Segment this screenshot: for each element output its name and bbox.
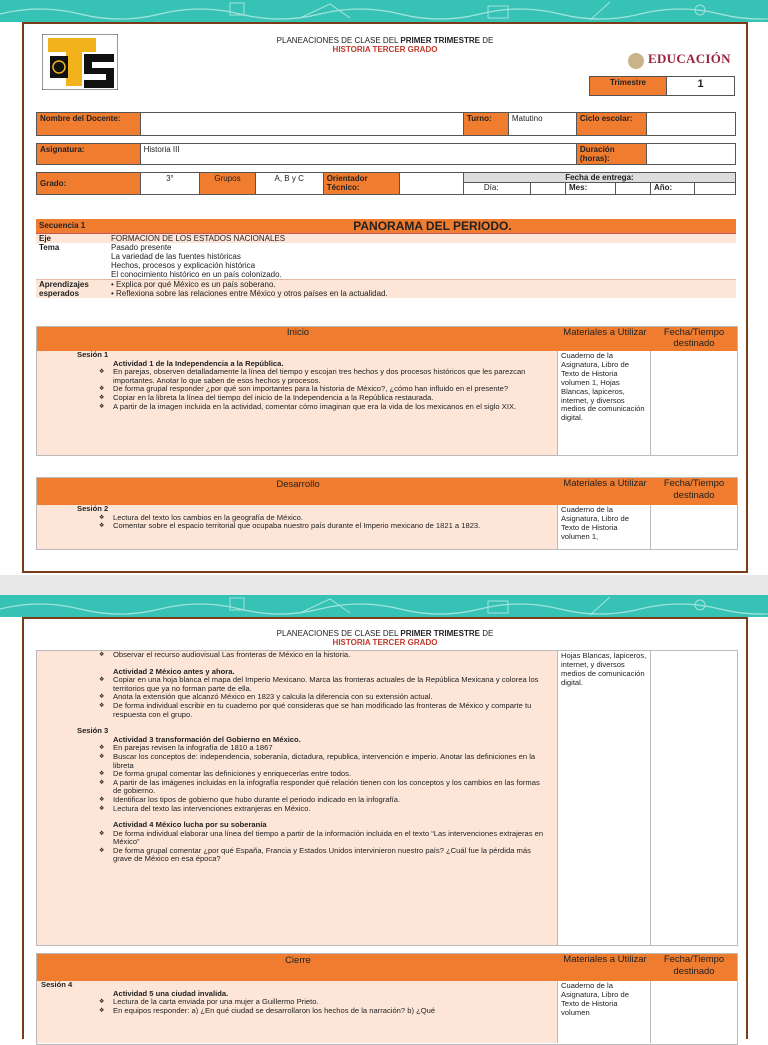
document-frame	[22, 617, 748, 1039]
seal-icon	[628, 53, 644, 69]
secuencia-title: PANORAMA DEL PERIODO.	[353, 219, 512, 233]
educacion-logo: EDUCACIÓN	[628, 50, 738, 74]
continuation-section: ❖ Observar el recurso audiovisual Las fronteras de México en la historia. Actividad 2 México antes y ahora. ❖ Copiar en una hoja blanca el mapa del Imperio Mexicano. Marca las fronteras actuales de la República Mexicana y colorea los territorios que ya no forman parte de ella. ❖ Anota la extensión que alcanzó México en 1823 y calcula la diferencia con su extensión actual. ❖ De forma individual escribir en tu cuaderno por qué consideras que se han modificado las fronteras de México y comparte tu respuesta con el grupo. Sesión 3 Actividad 3 transformación del Gobierno en México. ❖ En parejas revisen la infografía de 1810 a 1867 ❖ Buscar los conceptos de: independencia, soberanía, dictadura, republica, intervención e imperio. Anotar las definiciones en la libreta ❖ De forma grupal comentar las definiciones y enriquecerlas entre todos. ❖ A partir de las imágenes incluidas en la infografía responder qué relación tienen con los conceptos y los cambios en las formas de gobierno. ❖ Identificar los tipos de gobierno que hubo durante el periodo indicado en la infografía. ❖ Lectura del texto las intervenciones extranjeras en México. Actividad 4 México lucha por su soberanía ❖ De forma individual elaborar una línea del tiempo a partir de la información incluida en el texto “Las intervenciones extrajeras en México” ❖ De forma grupal comentar ¿por qué España, Francia y Estados Unidos intervinieron nuestro país? ¿Cuál fue la pérdida más grave de México en esa época? Hojas Blancas, lapiceros, internet, y diversos medios de comunicación digital.	[36, 650, 738, 946]
header-title: PLANEACIONES DE CLASE DEL PRIMER TRIMESTRE DE HISTORIA TERCER GRADO	[276, 36, 494, 54]
header-title: PLANEACIONES DE CLASE DEL PRIMER TRIMESTRE DE HISTORIA TERCER GRADO	[276, 629, 494, 647]
secuencia-table: Secuencia 1 PANORAMA DEL PERIODO. Eje FORMACION DE LOS ESTADOS NACIONALES Tema Pasado presente La variedad de las fuentes históricas Hechos, procesos y explicación histórica El conocimiento histórico en un país colonizado. Aprendizajes esperados • Explica por qué México es un país soberano. • Reflexiona sobre las relaciones entre México y otros países en la actualidad.	[36, 219, 736, 298]
info-table: Nombre del Docente: Turno: Matutino Ciclo escolar: Asignatura: Historia III Duración (horas): Grado: 3° Grupos A, B y C Orientador Técnico: Fecha de entrega: Día: Mes: Año:	[36, 112, 736, 195]
cierre-section: Cierre Materiales a Utilizar Fecha/Tiempo destinado Sesión 4 Actividad 5 una ciudad invalida. ❖ Lectura de la carta enviada por una mujer a Guillermo Prieto. ❖ En equipos responder: a) ¿En qué ciudad se desarrollaron los hechos de la narración? b) ¿Qué Cuaderno de la Asignatura, Libro de Texto de Historia volumen	[36, 953, 738, 1045]
trimestre-table: Trimestre 1	[589, 76, 735, 96]
doodle-pattern-icon	[0, 595, 768, 617]
decorative-band	[0, 0, 768, 22]
page-gap	[0, 575, 768, 595]
page-2	[0, 595, 768, 1024]
inicio-section: Inicio Materiales a Utilizar Fecha/Tiempo destinado Sesión 1 Actividad 1 de la Independencia a la República. ❖ En parejas, observen detalladamente la línea del tiempo y escojan tres hechos y dos procesos históricos que les parezcan importantes. Anotar lo que saben de esos hechos y procesos. ❖ De forma grupal responder ¿por qué son importantes para la historia de México?, ¿cómo han influido en el presente? ❖ Copiar en la libreta la línea del tiempo del inicio de la Independencia a la República restaurada. ❖ A partir de la imagen incluida en la actividad, comentar cómo imaginan que era la vida de los mexicanos en el siglo XIX. Cuaderno de la Asignatura, Libro de Texto de Historia volumen 1, Hojas Blancas, lapiceros, internet, y diversos medios de comunicación digital.	[36, 326, 738, 456]
doodle-pattern-icon	[0, 0, 768, 22]
decorative-band	[0, 595, 768, 617]
desarrollo-section: Desarrollo Materiales a Utilizar Fecha/Tiempo destinado Sesión 2 ❖ Lectura del texto los cambios en la geografía de México. ❖ Comentar sobre el espacio territorial que ocupaba nuestro país durante el Imperio mexicano de 1821 a 1823. Cuaderno de la Asignatura, Libro de Texto de Historia volumen 1,	[36, 477, 738, 550]
document-frame	[22, 22, 748, 573]
